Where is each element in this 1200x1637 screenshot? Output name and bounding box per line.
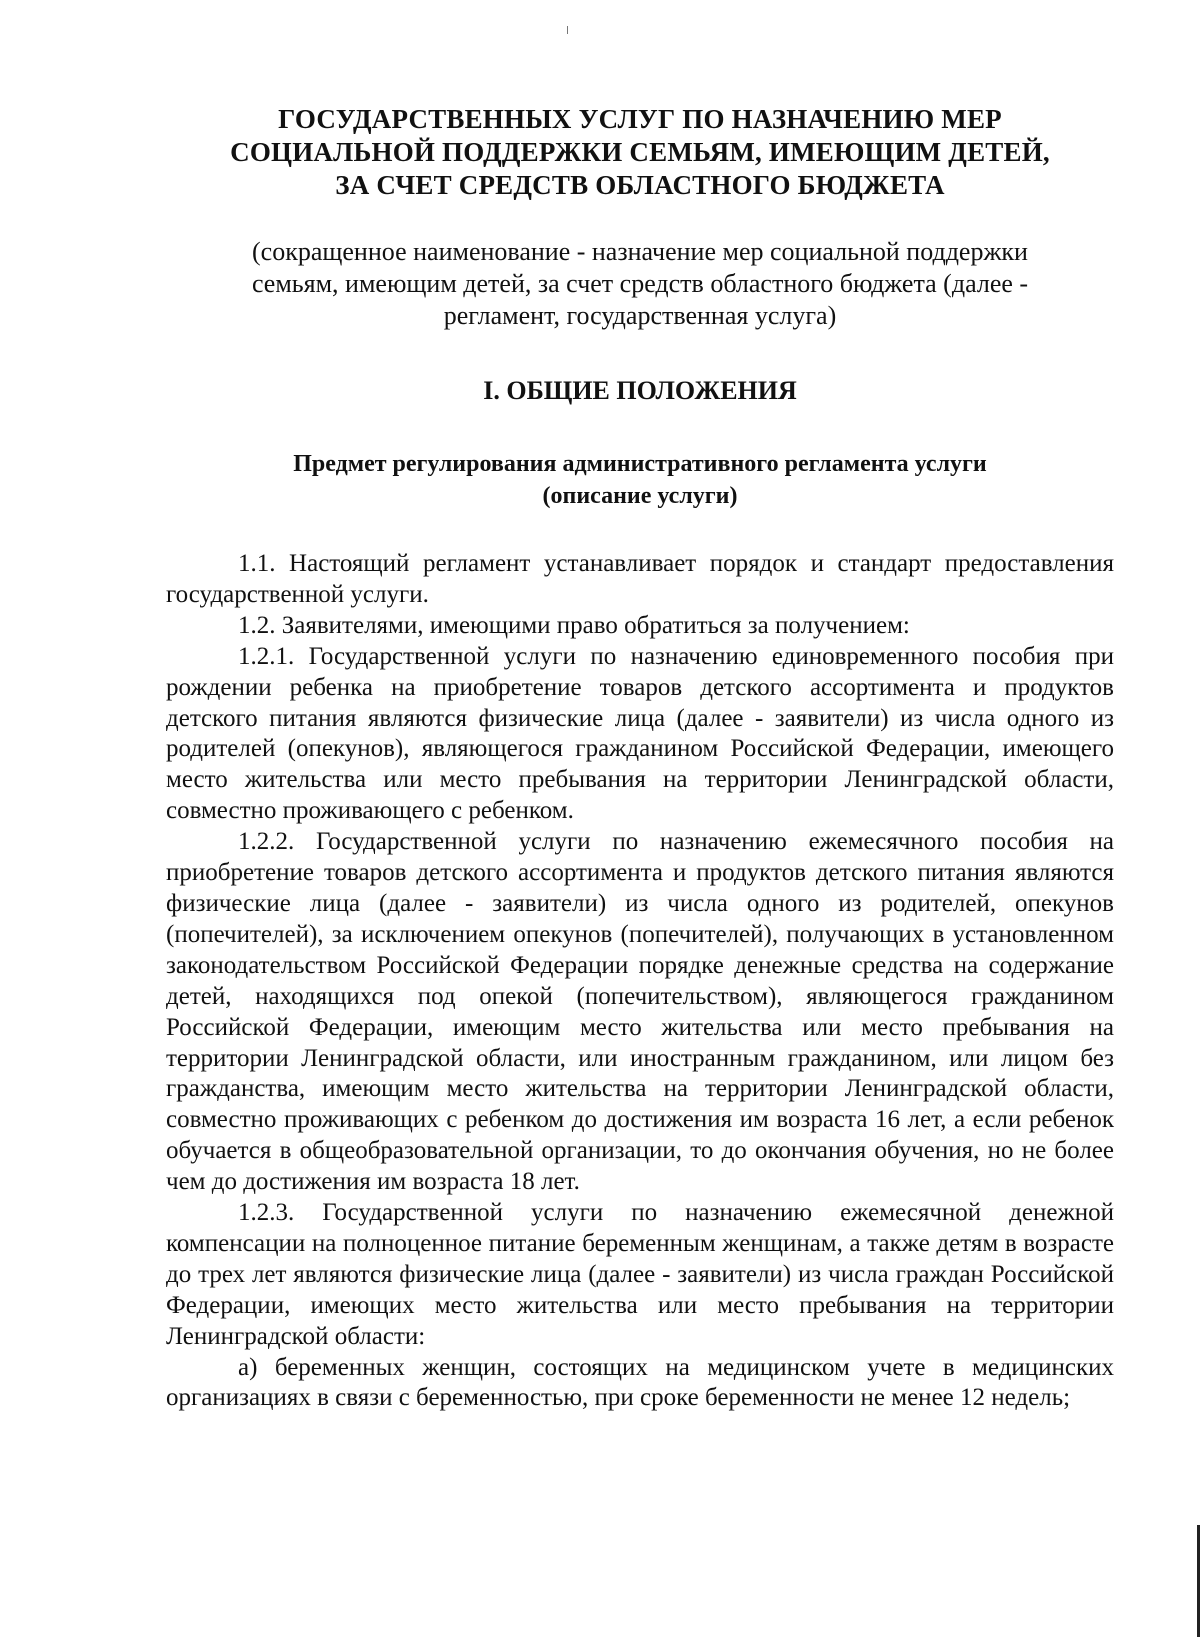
title-line: ГОСУДАРСТВЕННЫХ УСЛУГ ПО НАЗНАЧЕНИЮ МЕР (278, 104, 1002, 134)
subheading-line: Предмет регулирования административного регламента услуги (293, 451, 987, 477)
title-line: ЗА СЧЕТ СРЕДСТВ ОБЛАСТНОГО БЮДЖЕТА (335, 170, 945, 200)
scan-artifact-mark (567, 26, 568, 34)
paragraph-1-2-1: 1.2.1. Государственной услуги по назначению единовременного пособия при рождении ребенка на приобретение товаров детского ассортимента и продуктов детского питания являются физические лица (далее - заявители) из числа одного из родителей (опекунов), являющегося гражданином Российской Федерации, имеющего место жительства или место пребывания на территории Ленинградской области, совместно проживающего с ребенком. (166, 642, 1114, 825)
paragraph-1-1: 1.1. Настоящий регламент устанавливает порядок и стандарт предоставления государственной услуги. (166, 550, 1114, 608)
paragraph-1-2: 1.2. Заявителями, имеющими право обратиться за получением: (238, 611, 910, 639)
paragraph-1-2-2: 1.2.2. Государственной услуги по назначению ежемесячного пособия на приобретение товаров детского ассортимента и продуктов детского питания являются физические лица (далее - заявители) из числа одного из родителей, опекунов (попечителей), за исключением опекунов (попечителей), получающих в установленном законодательством Российской Федерации порядке денежные средства на содержание детей, находящихся под опекой (попечительством), являющегося гражданином Российской Федерации, имеющим место жительства или место пребывания на территории Ленинградской области, или иностранным гражданином, или лицом без гражданства, имеющим место жительства на территории Ленинградской области, совместно проживающих с ребенком до достижения им возраста 16 лет, а если ребенок обучается в общеобразовательной организации, то до окончания обучения, но не более чем до достижения им возраста 18 лет. (166, 828, 1114, 1196)
short-name-line: семьям, имеющим детей, за счет средств областного бюджета (далее - (251, 269, 1029, 298)
section-heading: I. ОБЩИЕ ПОЛОЖЕНИЯ (483, 376, 797, 405)
paragraph-1-2-3: 1.2.3. Государственной услуги по назначению ежемесячной денежной компенсации на полноценное питание беременным женщинам, а также детям в возрасте до трех лет являются физические лица (далее - заявители) из числа граждан Российской Федерации, имеющих место жительства или место пребывания на территории Ленинградской области: (166, 1199, 1114, 1350)
document-content (166, 103, 1114, 1414)
document-body (166, 549, 1114, 1414)
paragraph-item-a: а) беременных женщин, состоящих на медицинском учете в медицинских организациях в связи с беременностью, при сроке беременности не менее 12 недель; (166, 1353, 1114, 1412)
short-name-line: регламент, государственная услуга) (443, 301, 837, 330)
subheading-line: (описание услуги) (542, 483, 738, 509)
short-name-note (166, 236, 1114, 332)
title-line: СОЦИАЛЬНОЙ ПОДДЕРЖКИ СЕМЬЯМ, ИМЕЮЩИМ ДЕТЕЙ, (230, 137, 1050, 167)
short-name-line: (сокращенное наименование - назначение мер социальной поддержки (252, 237, 1028, 266)
document-title (166, 103, 1114, 202)
subsection-heading (166, 448, 1114, 512)
